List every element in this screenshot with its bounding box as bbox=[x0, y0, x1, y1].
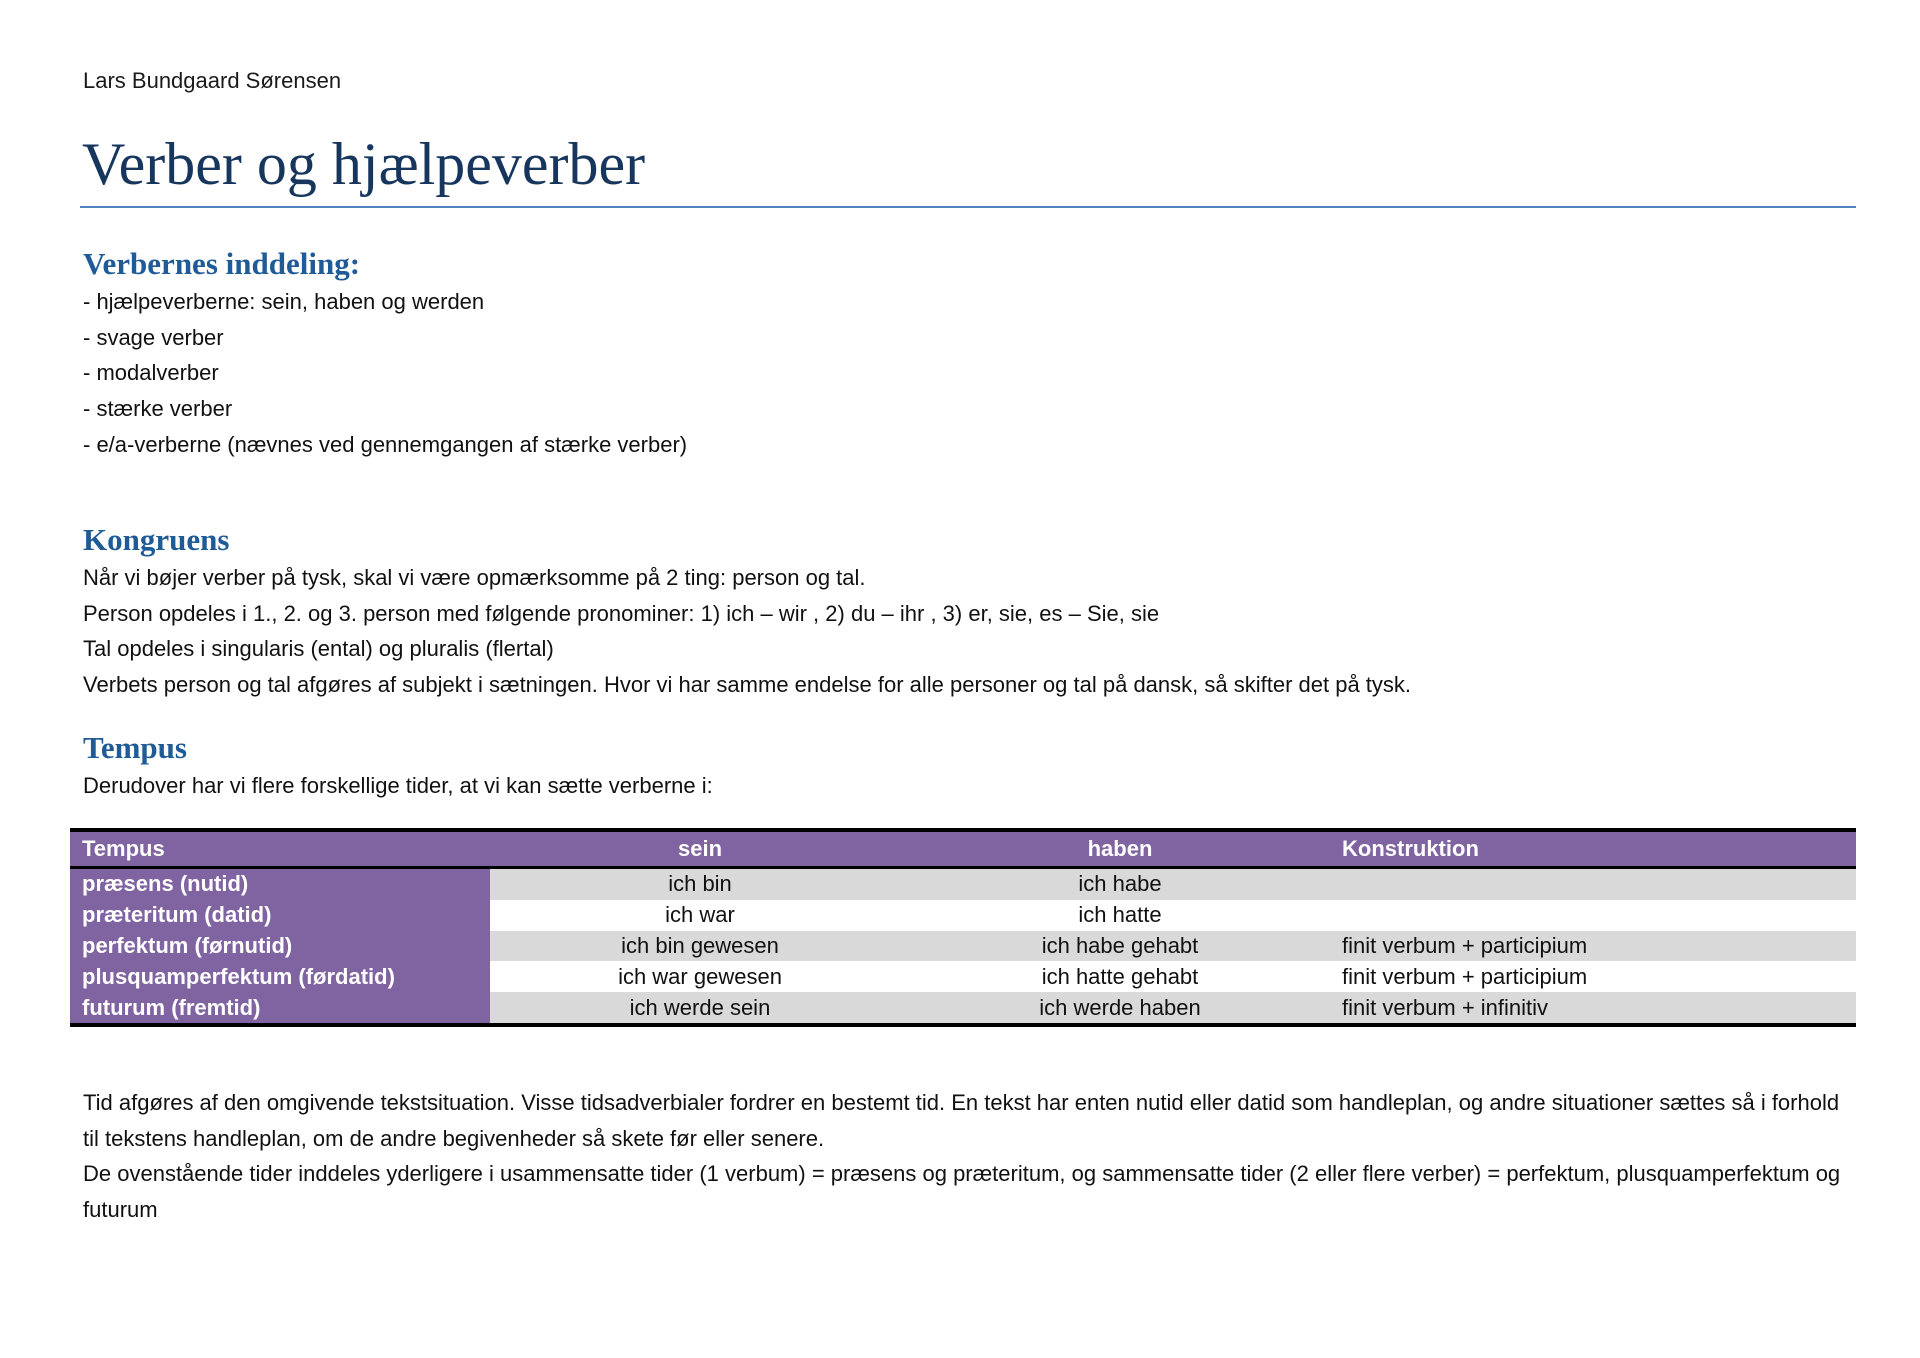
closing-paragraph-1: Tid afgøres af den omgivende tekstsituation. Visse tidsadverbialer fordrer en bestemt tid. En tekst har enten nutid eller datid som handleplan, og andre situationer sættes så i forhold til tekstens handleplan, om de andre begivenheder så skete før eller senere. bbox=[83, 1090, 1840, 1151]
row-header: plusquamperfektum (førdatid) bbox=[70, 961, 490, 992]
list-item: - hjælpeverberne: sein, haben og werden bbox=[83, 289, 485, 314]
row-header: præteritum (datid) bbox=[70, 900, 490, 931]
table-cell: ich hatte bbox=[910, 900, 1330, 931]
kongruens-text bbox=[83, 560, 1411, 703]
table-row bbox=[70, 868, 1856, 900]
column-header-tempus: Tempus bbox=[70, 830, 490, 868]
text-line: Derudover har vi flere forskellige tider, at vi kan sætte verberne i: bbox=[83, 773, 713, 798]
list-item: - stærke verber bbox=[83, 396, 233, 422]
row-header: perfektum (førnutid) bbox=[70, 931, 490, 962]
table-row bbox=[70, 931, 1856, 962]
table-row bbox=[70, 992, 1856, 1025]
list-item: - modalverber bbox=[83, 360, 219, 386]
table-row bbox=[70, 900, 1856, 931]
tempus-intro bbox=[83, 768, 713, 804]
table-cell bbox=[1330, 868, 1856, 900]
row-header: futurum (fremtid) bbox=[70, 992, 490, 1025]
column-header-sein: sein bbox=[490, 830, 910, 868]
tense-table bbox=[70, 828, 1856, 1027]
table-header-row bbox=[70, 830, 1856, 868]
table-cell bbox=[1330, 900, 1856, 931]
verb-category-list bbox=[83, 284, 687, 463]
list-item: - svage verber bbox=[83, 324, 224, 350]
section-heading-verbernes-inddeling: Verbernes inddeling: bbox=[83, 246, 361, 281]
table-cell: ich bin gewesen bbox=[490, 931, 910, 962]
closing-paragraph-2: De ovenstående tider inddeles yderligere i usammensatte tider (1 verbum) = præsens og præteritum, og sammensatte tider (2 eller flere verber) = perfektum, plusquamperfektum og futurum bbox=[83, 1161, 1841, 1222]
table-cell: ich hatte gehabt bbox=[910, 961, 1330, 992]
list-item: - e/a-verberne (nævnes ved gennemgangen af stærke verber) bbox=[83, 431, 688, 457]
table-row bbox=[70, 961, 1856, 992]
text-line: Person opdeles i 1., 2. og 3. person med følgende pronominer: 1) ich – wir , 2) du – ihr , 3) er, sie, es – Sie, sie bbox=[83, 600, 1160, 626]
table-cell: ich war gewesen bbox=[490, 961, 910, 992]
section-heading-kongruens: Kongruens bbox=[83, 522, 230, 557]
table-cell: ich werde sein bbox=[490, 992, 910, 1025]
text-line: Tal opdeles i singularis (ental) og pluralis (flertal) bbox=[83, 636, 554, 662]
table-cell: ich werde haben bbox=[910, 992, 1330, 1025]
table-cell: ich habe gehabt bbox=[910, 931, 1330, 962]
row-header: præsens (nutid) bbox=[70, 868, 490, 900]
table-cell: ich habe bbox=[910, 868, 1330, 900]
title-divider bbox=[80, 206, 1856, 208]
table-cell: ich bin bbox=[490, 868, 910, 900]
page-title: Verber og hjælpeverber bbox=[82, 131, 646, 197]
table-cell: finit verbum + participium bbox=[1330, 931, 1856, 962]
table-cell: ich war bbox=[490, 900, 910, 931]
column-header-konstruktion: Konstruktion bbox=[1330, 830, 1856, 868]
author-name: Lars Bundgaard Sørensen bbox=[83, 68, 342, 93]
text-line: Når vi bøjer verber på tysk, skal vi være opmærksomme på 2 ting: person og tal. bbox=[83, 565, 866, 590]
section-heading-tempus: Tempus bbox=[83, 730, 187, 765]
text-line: Verbets person og tal afgøres af subjekt i sætningen. Hvor vi har samme endelse for alle personer og tal på dansk, så skifter det på tysk. bbox=[83, 672, 1412, 698]
table-cell: finit verbum + participium bbox=[1330, 961, 1856, 992]
table-cell: finit verbum + infinitiv bbox=[1330, 992, 1856, 1025]
column-header-haben: haben bbox=[910, 830, 1330, 868]
